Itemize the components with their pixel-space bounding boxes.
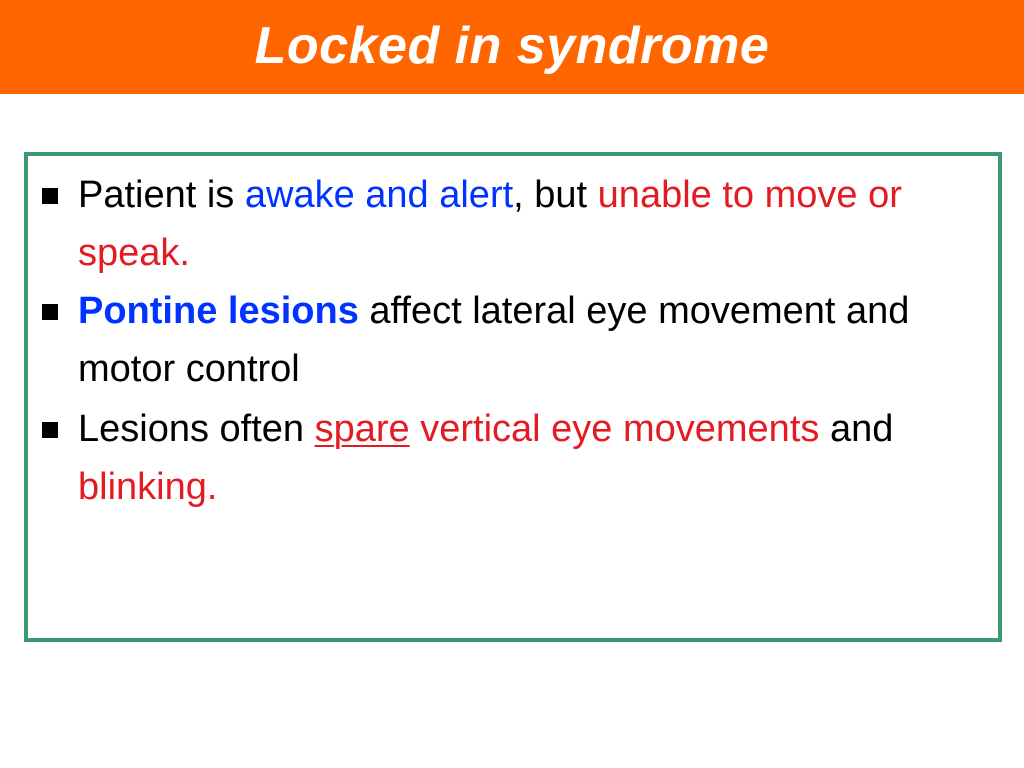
bullet-item-awake	[28, 166, 988, 282]
emphasis-red: unable to move or speak.	[78, 174, 902, 274]
bullet-segment: Patient is	[78, 174, 245, 216]
bullet-text	[28, 400, 988, 516]
emphasis-red: vertical eye movements	[409, 408, 820, 450]
emphasis-blue-bold: Pontine lesions	[78, 290, 359, 332]
bullet-segment: Lesions often	[78, 408, 315, 450]
bullet-text	[28, 166, 988, 282]
bullet-segment: , but	[513, 174, 598, 216]
bullet-item-pontine	[28, 282, 988, 398]
bullet-text	[28, 282, 988, 398]
square-bullet-icon	[42, 422, 58, 438]
emphasis-red-underline: spare	[314, 408, 410, 450]
square-bullet-icon	[42, 304, 58, 320]
bullet-segment: affect lateral eye movement and motor control	[78, 290, 910, 390]
emphasis-red: blinking.	[78, 466, 218, 508]
square-bullet-icon	[42, 188, 58, 204]
emphasis-blue: awake and alert	[244, 174, 514, 216]
slide-title: Locked in syndrome	[254, 17, 770, 75]
bullet-item-spare	[28, 400, 988, 516]
bullet-segment: and	[819, 408, 894, 450]
content-box	[24, 152, 1002, 642]
title-bar	[0, 0, 1024, 94]
